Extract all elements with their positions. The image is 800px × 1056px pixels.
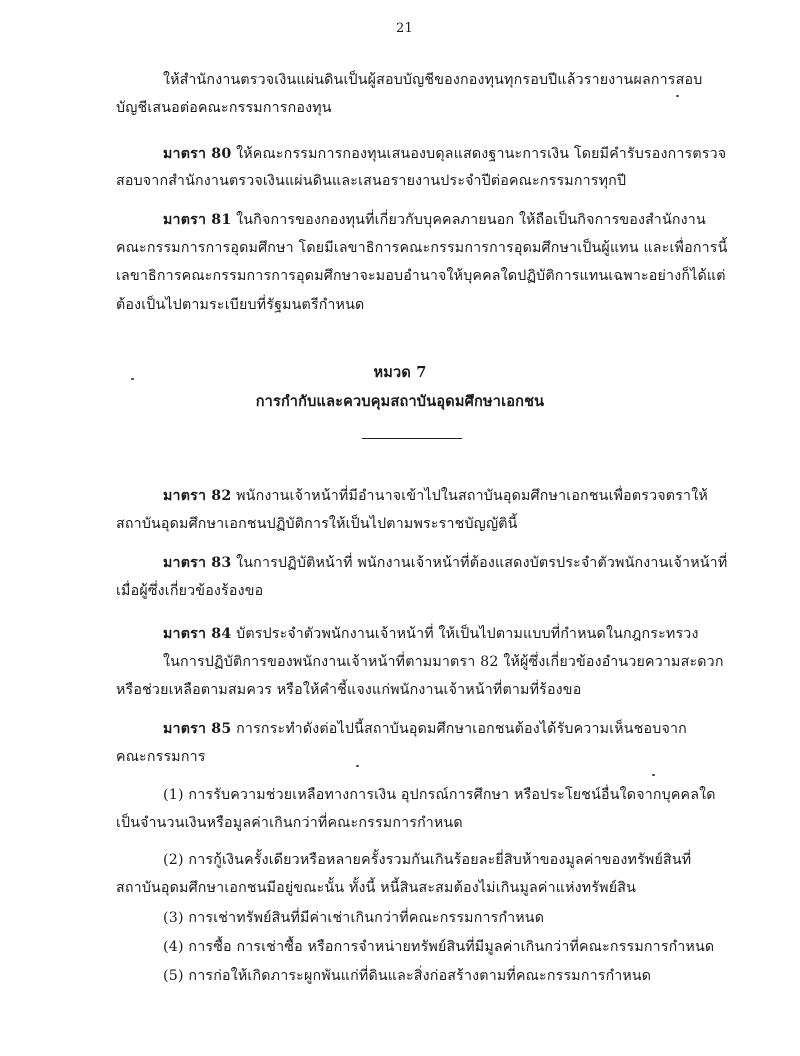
section-81-line [163,211,706,229]
paragraph-line: ในการปฏิบัติการของพนักงานเจ้าหน้าที่ตามมาตรา 82 ให้ผู้ซึ่งเกี่ยวข้องอำนวยความสะดวก [163,654,724,670]
scan-speck [356,765,359,767]
paragraph-line: ให้สำนักงานตรวจเงินแผ่นดินเป็นผู้สอบบัญชีของกองทุนทุกรอบปีแล้วรายงานผลการสอบ [163,72,703,88]
section-label: มาตรา 81 [163,212,232,228]
chapter-number: หมวด 7 [373,364,427,381]
item-number: (3) [163,910,184,926]
item-number: (5) [163,968,184,984]
section-label: มาตรา 84 [163,626,232,642]
item-number: (4) [163,939,184,955]
section-label: มาตรา 83 [163,555,232,571]
section-text: ในการปฏิบัติหน้าที่ พนักงานเจ้าหน้าที่ต้องแสดงบัตรประจำตัวพนักงานเจ้าหน้าที่ [236,555,728,571]
paragraph-line: หรือช่วยเหลือตามสมควร หรือให้คำชี้แจงแก่พนักงานเจ้าหน้าที่ตามที่ร้องขอ [116,682,582,698]
list-item [163,909,544,927]
paragraph-line: บัญชีเสนอต่อคณะกรรมการกองทุน [116,100,332,116]
paragraph-line: สถาบันอุดมศึกษาเอกชนปฏิบัติการให้เป็นไปตามพระราชบัญญัตินี้ [116,516,518,532]
list-item [163,938,714,956]
section-label: มาตรา 85 [163,721,232,737]
item-number: (1) [163,787,184,803]
paragraph-line: คณะกรรมการ [116,749,206,765]
list-item [163,786,716,804]
section-84-line [163,625,699,643]
section-text: บัตรประจำตัวพนักงานเจ้าหน้าที่ ให้เป็นไปตามแบบที่กำหนดในกฎกระทรวง [236,626,699,642]
section-text: ให้คณะกรรมการกองทุนเสนองบดุลแสดงฐานะการเงิน โดยมีคำรับรองการตรวจ [236,146,727,162]
section-text: ในกิจการของกองทุนที่เกี่ยวกับบุคคลภายนอก ให้ถือเป็นกิจการของสำนักงาน [236,212,706,228]
item-text: การเช่าทรัพย์สินที่มีค่าเช่าเกินกว่าที่คณะกรรมการกำหนด [188,910,545,926]
section-80-line [163,145,726,163]
list-item-continuation: สถาบันอุดมศึกษาเอกชนมีอยู่ขณะนั้น ทั้งนี้ หนี้สินสะสมต้องไม่เกินมูลค่าแห่งทรัพย์สิน [116,880,636,896]
item-text: การรับความช่วยเหลือทางการเงิน อุปกรณ์การศึกษา หรือประโยชน์อื่นใดจากบุคคลใด [188,787,716,803]
scan-speck [131,378,134,380]
list-item [163,967,651,985]
chapter-divider [362,438,462,439]
list-item-continuation: เป็นจำนวนเงินหรือมูลค่าเกินกว่าที่คณะกรรมการกำหนด [116,815,463,831]
paragraph-line: เลขาธิการคณะกรรมการการอุดมศึกษาจะมอบอำนาจให้บุคคลใดปฏิบัติการแทนเฉพาะอย่างก็ได้แต่ [116,268,726,284]
section-82-line [163,487,708,505]
page-number: 21 [396,21,413,36]
item-text: การกู้เงินครั้งเดียวหรือหลายครั้งรวมกันเกินร้อยละยี่สิบห้าของมูลค่าของทรัพย์สินที่ [188,852,692,868]
section-85-line [163,720,687,738]
paragraph-line: สอบจากสำนักงานตรวจเงินแผ่นดินและเสนอรายงานประจำปีต่อคณะกรรมการทุกปี [116,173,627,189]
scan-speck [676,95,679,97]
paragraph-line: คณะกรรมการการอุดมศึกษา โดยมีเลขาธิการคณะกรรมการการอุดมศึกษาเป็นผู้แทน และเพื่อการนี้ [116,240,728,256]
item-number: (2) [163,852,184,868]
item-text: การก่อให้เกิดภาระผูกพันแก่ที่ดินและสิ่งก่อสร้างตามที่คณะกรรมการกำหนด [188,968,652,984]
paragraph-line: เมื่อผู้ซึ่งเกี่ยวข้องร้องขอ [116,583,264,599]
chapter-title: การกำกับและควบคุมสถาบันอุดมศึกษาเอกชน [255,393,545,410]
section-text: การกระทำดังต่อไปนี้สถาบันอุดมศึกษาเอกชนต้องได้รับความเห็นชอบจาก [236,721,687,737]
item-text: การซื้อ การเช่าซื้อ หรือการจำหน่ายทรัพย์สินที่มีมูลค่าเกินกว่าที่คณะกรรมการกำหนด [188,939,715,955]
section-label: มาตรา 82 [163,488,232,504]
list-item [163,851,691,869]
section-83-line [163,554,727,572]
scan-speck [652,774,655,776]
section-text: พนักงานเจ้าหน้าที่มีอำนาจเข้าไปในสถาบันอุดมศึกษาเอกชนเพื่อตรวจตราให้ [236,488,708,504]
paragraph-line: ต้องเป็นไปตามระเบียบที่รัฐมนตรีกำหนด [116,297,365,313]
section-label: มาตรา 80 [163,146,232,162]
